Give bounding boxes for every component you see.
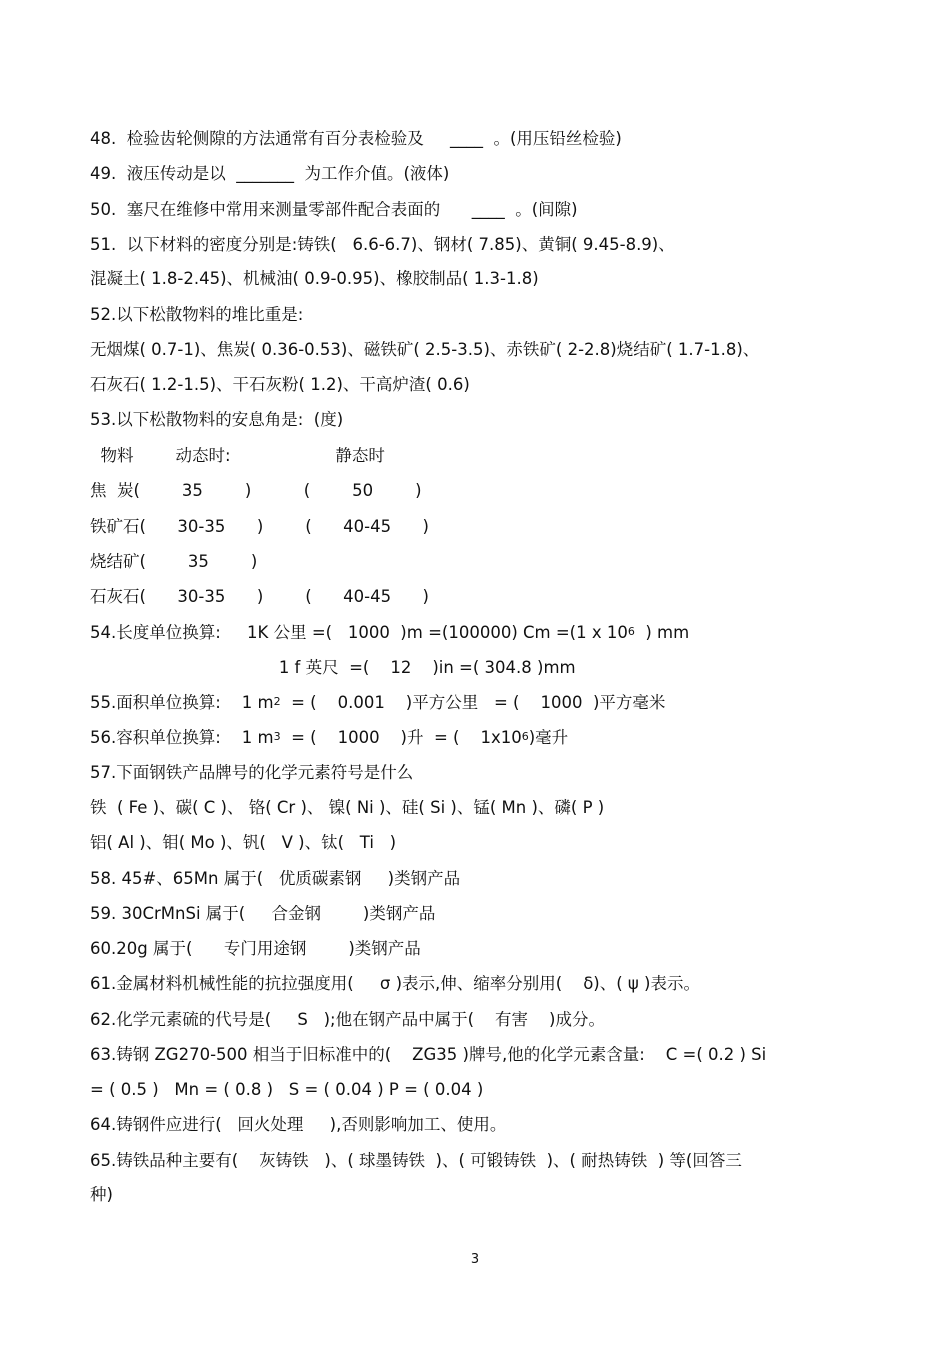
question-65-line-2: 种): [90, 1185, 113, 1204]
angle-row-sinter: 烧结矿( 35 ): [90, 552, 258, 571]
question-57-line-2: 铁 ( Fe )、碳( C )、 铬( Cr )、 镍( Ni )、硅( Si )、锰( Mn )、磷( P ): [90, 798, 605, 817]
question-56: 56.容积单位换算: 1 $m^3$ = ( 1000 )升 = ( $1x10^6$)毫升: [90, 728, 569, 747]
question-55: 55.面积单位换算: 1 $m^2$ = ( 0.001 )平方公里 = ( 1000 )平方毫米: [90, 693, 666, 712]
question-57: 57.下面钢铁产品牌号的化学元素符号是什么: [90, 763, 414, 782]
superscript: 6: [521, 730, 529, 743]
question-54: 54.长度单位换算: 1K 公里 =( 1000 )m =(100000) Cm =(1 x $10^6$ ) mm: [90, 623, 690, 642]
question-63-line-2: = ( 0.5 ) Mn = ( 0.8 ) S = ( 0.04 ) P = ( 0.04 ): [90, 1080, 484, 1099]
question-57-line-3: 铝( Al )、钼( Mo )、钒( V )、钛( Ti ): [90, 833, 397, 852]
superscript: 3: [273, 730, 281, 743]
superscript: 6: [627, 625, 635, 638]
question-64: 64.铸钢件应进行( 回火处理 ),否则影响加工、使用。: [90, 1115, 507, 1134]
question-50: 50. 塞尺在维修中常用来测量零部件配合表面的 ____ 。(间隙): [90, 200, 578, 219]
question-60: 60.20g 属于( 专门用途钢 )类钢产品: [90, 939, 421, 958]
angle-table-header: 物料 动态时: 静态时: [90, 446, 385, 465]
angle-row-coke: 焦 炭( 35 ) ( 50 ): [90, 481, 422, 500]
question-58: 58. 45#、65Mn 属于( 优质碳素钢 )类钢产品: [90, 869, 461, 888]
question-51-line-2: 混凝土( 1.8-2.45)、机械油( 0.9-0.95)、橡胶制品( 1.3-1.8): [90, 269, 539, 288]
page-number: 3: [470, 1252, 480, 1267]
question-53: 53.以下松散物料的安息角是: (度): [90, 410, 344, 429]
question-54-line-2: 1 f 英尺 =( 12 )in =( 304.8 )mm: [90, 658, 576, 677]
superscript: 2: [273, 695, 281, 708]
question-49: 49. 液压传动是以 _______ 为工作介值。(液体): [90, 164, 450, 183]
question-48: 48. 检验齿轮侧隙的方法通常有百分表检验及 ____ 。(用压铅丝检验): [90, 129, 622, 148]
angle-row-iron-ore: 铁矿石( 30-35 ) ( 40-45 ): [90, 517, 429, 536]
question-59: 59. 30CrMnSi 属于( 合金钢 )类钢产品: [90, 904, 436, 923]
question-52: 52.以下松散物料的堆比重是:: [90, 305, 304, 324]
angle-row-limestone: 石灰石( 30-35 ) ( 40-45 ): [90, 587, 429, 606]
question-62: 62.化学元素硫的代号是( S );他在钢产品中属于( 有害 )成分。: [90, 1010, 605, 1029]
question-63: 63.铸钢 ZG270-500 相当于旧标准中的( ZG35 )牌号,他的化学元素含量: C =( 0.2 ) Si: [90, 1045, 767, 1064]
question-61: 61.金属材料机械性能的抗拉强度用( σ )表示,伸、缩率分别用( δ)、( ψ )表示。: [90, 974, 700, 993]
question-52-line-2: 无烟煤( 0.7-1)、焦炭( 0.36-0.53)、磁铁矿( 2.5-3.5)、赤铁矿( 2-2.8)烧结矿( 1.7-1.8)、: [90, 340, 760, 359]
question-51-line-1: 51. 以下材料的密度分别是:铸铁( 6.6-6.7)、钢材( 7.85)、黄铜( 9.45-8.9)、: [90, 235, 675, 254]
question-65: 65.铸铁品种主要有( 灰铸铁 )、( 球墨铸铁 )、( 可锻铸铁 )、( 耐热铸铁 ) 等(回答三: [90, 1151, 742, 1170]
question-52-line-3: 石灰石( 1.2-1.5)、干石灰粉( 1.2)、干高炉渣( 0.6): [90, 375, 470, 394]
